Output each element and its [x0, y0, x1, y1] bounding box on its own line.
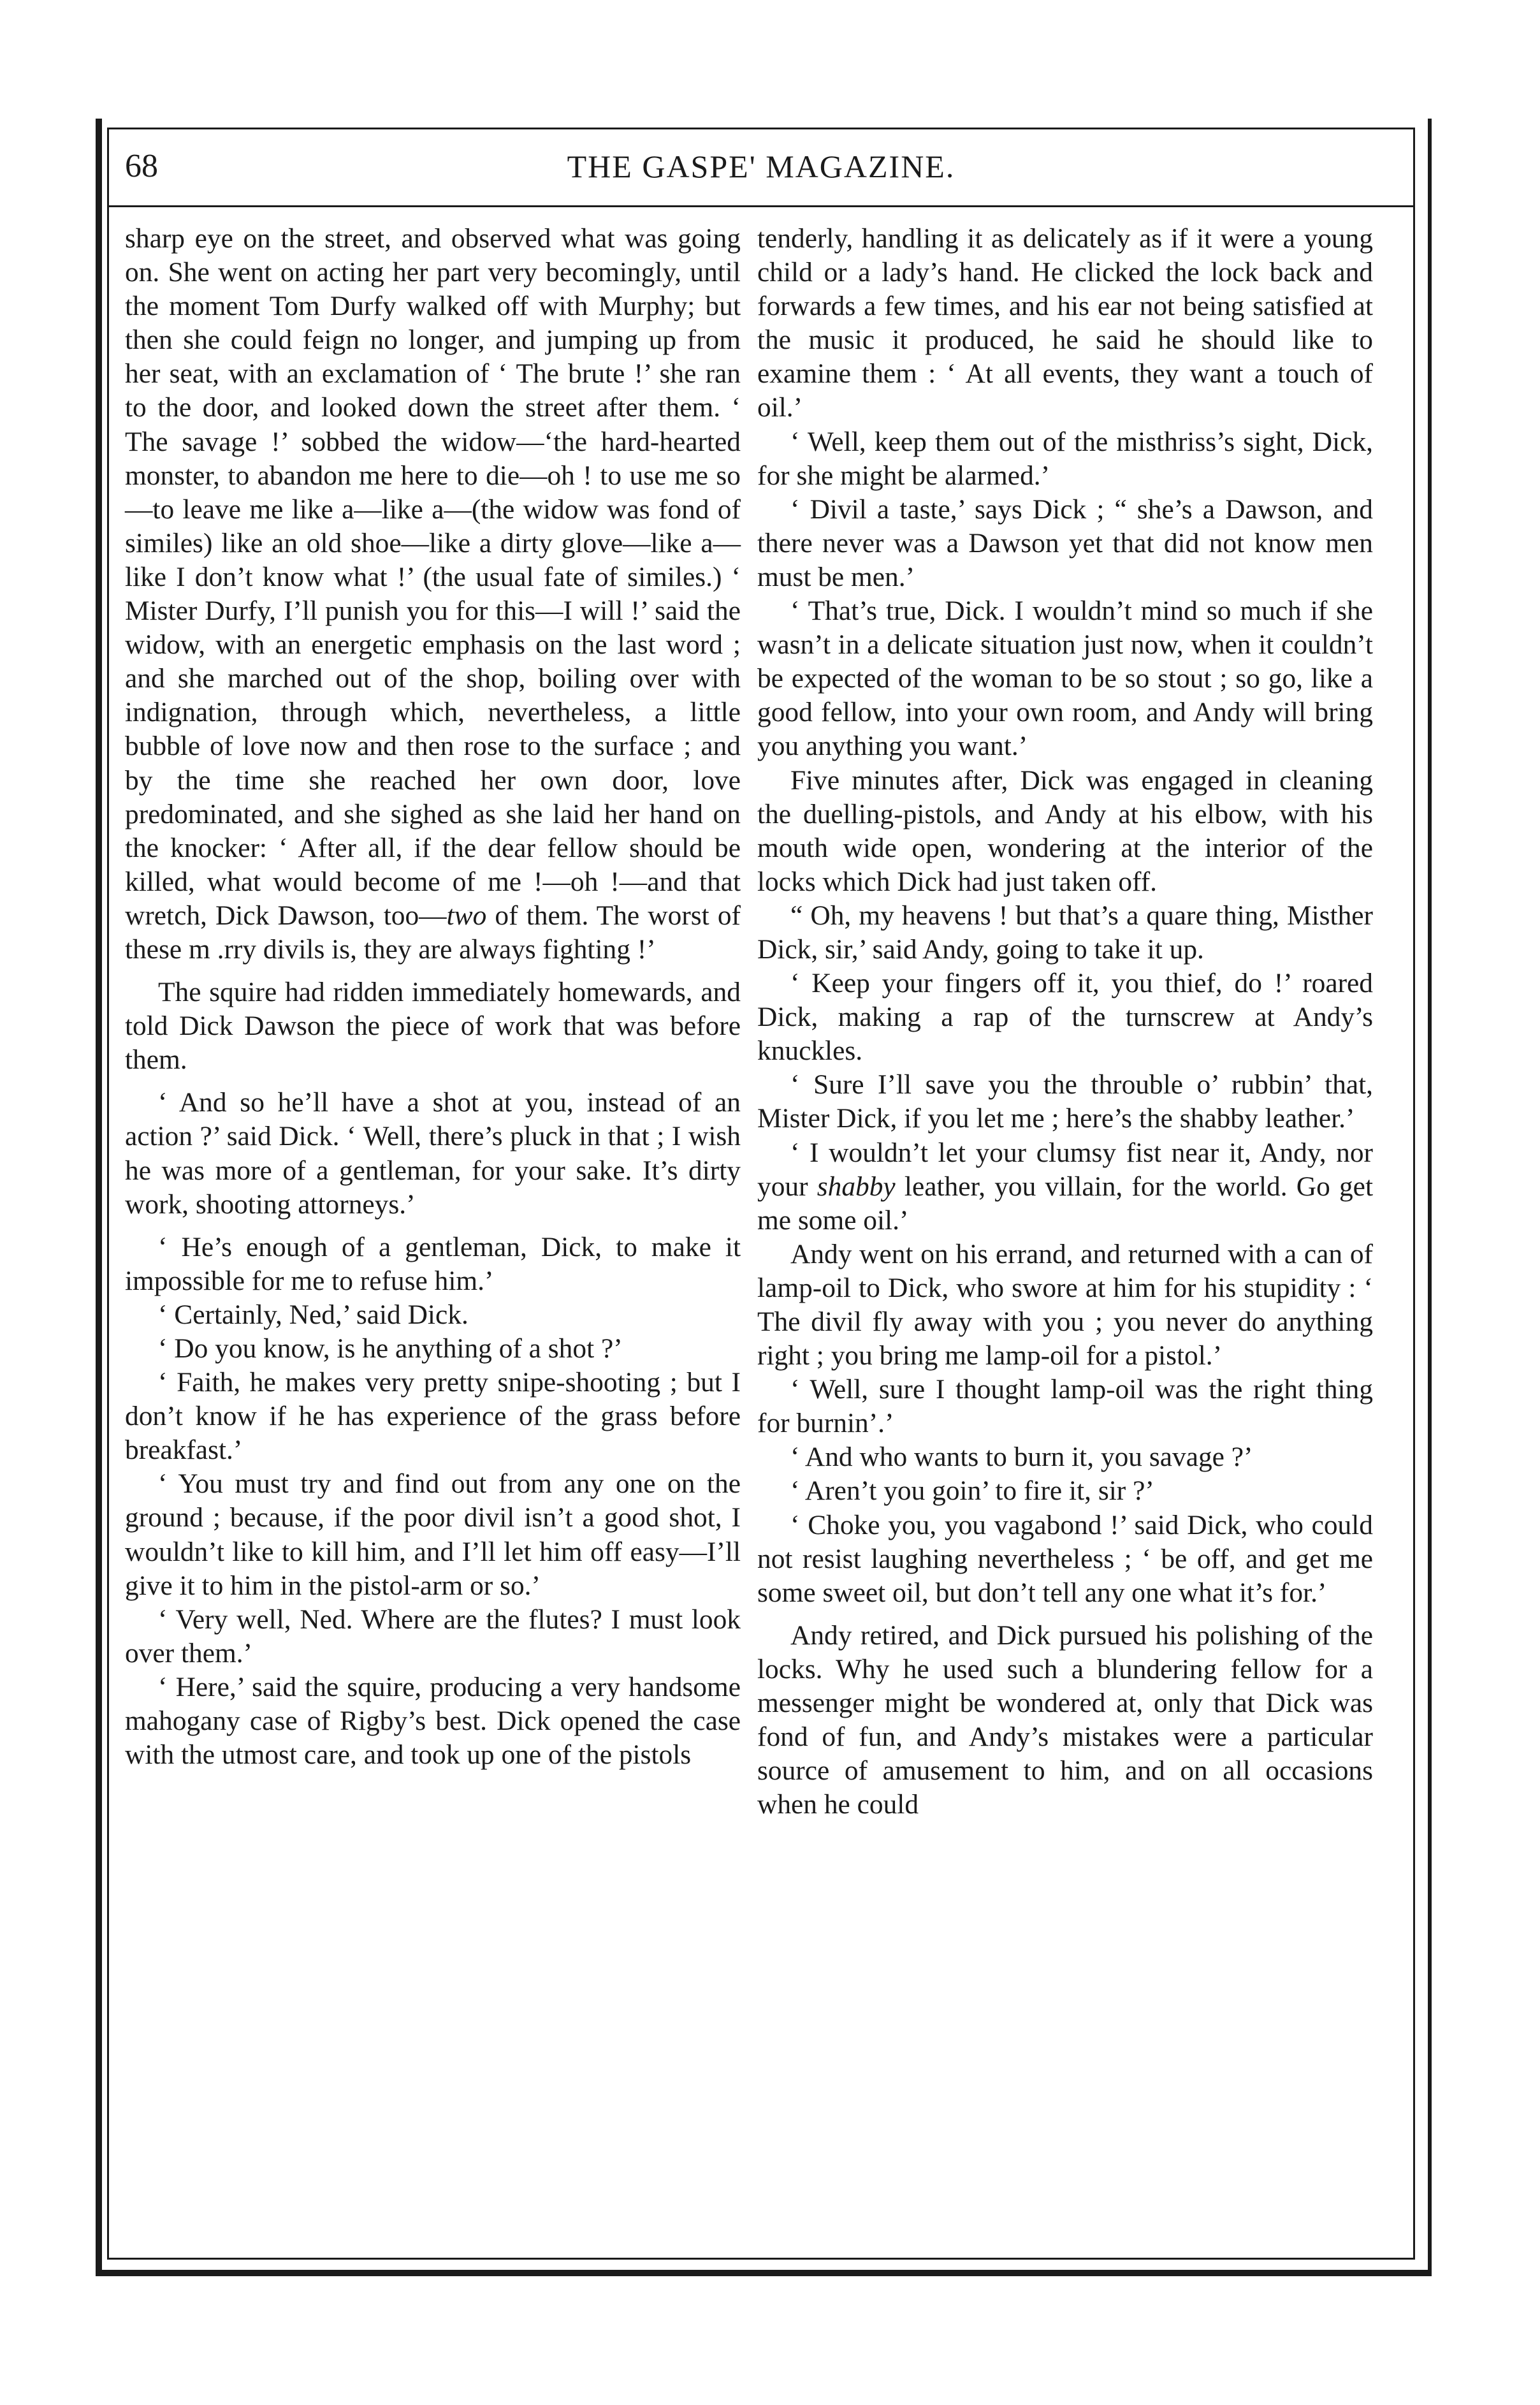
paragraph: ‘ Sure I’ll save you the throuble o’ rubbin’ that, Mister Dick, if you let me ; here’s the shabby leather.’ [757, 1069, 1373, 1134]
paragraph: Andy retired, and Dick pursued his polishing of the locks. Why he used such a blundering fellow for a messenger might be wondered at, only that Dick was fond of fun, and Andy’s mistakes were a particular source of amusement to him, and on all occasions when he could [757, 1619, 1373, 1820]
header-rule [107, 205, 1415, 207]
paragraph: Andy went on his errand, and returned with a can of lamp-oil to Dick, who swore at him for his stupidity : ‘ The divil fly away with you ; you never do anything right ; you bring me lamp-oil for a pistol.’ [757, 1238, 1373, 1371]
paragraph: sharp eye on the street, and observed what was going on. She went on acting her part very becomingly, until the moment Tom Durfy walked off with Murphy; but then she could feign no longer, and jumping up from her seat, with an exclamation of ‘ The brute !’ she ran to the door, and looked down the street after them. ‘ The savage !’ sobbed the widow—‘the hard-hearted monster, to abandon me here to die—oh ! to use me so—to leave me like a—like a—(the widow was fond of similes) like an old shoe—like a dirty glove—like a—like I don’t know what !’ (the usual fate of similes.) ‘ Mister Durfy, I’ll punish you for this—I will !’ said the widow, with an energetic emphasis on the last word ; and she marched out of the shop, boiling over with indignation, through which, nevertheless, a little bubble of love now and then rose to the surface ; and by the time she reached her own door, love predominated, and she sighed as she laid her hand on the knocker: ‘ After all, if the dear fellow should be killed, what would become of me !—oh !—and that wretch, Dick Dawson, too—two of them. The worst of these m .rry divils is, they are always fighting !’ [125, 223, 741, 965]
paragraph: The squire had ridden immediately homewards, and told Dick Dawson the piece of work that was before them. [125, 977, 741, 1076]
paragraph: Five minutes after, Dick was engaged in cleaning the duelling-pistols, and Andy at his elbow, with his mouth wide open, wondering at the interior of the locks which Dick had just taken off. [757, 764, 1373, 897]
paragraph: ‘ That’s true, Dick. I wouldn’t mind so much if she wasn’t in a delicate situation just now, when it couldn’t be expected of the woman to be so stout ; so go, like a good fellow, into your own room, and Andy will bring you anything you want.’ [757, 596, 1373, 762]
paragraph: ‘ Here,’ said the squire, producing a very handsome mahogany case of Rigby’s best. Dick opened the case with the utmost care, and took up one of the pistols [125, 1671, 741, 1771]
paragraph: ‘ And who wants to burn it, you savage ?’ [790, 1442, 1253, 1473]
left-column [125, 222, 741, 2237]
paragraph: ‘ Very well, Ned. Where are the flutes? I must look over them.’ [125, 1604, 741, 1669]
italic-word: two [446, 900, 487, 931]
paragraph: ‘ Certainly, Ned,’ said Dick. [158, 1299, 469, 1330]
page-number: 68 [125, 148, 158, 184]
paragraph: tenderly, handling it as delicately as if it were a young child or a lady’s hand. He clicked the lock back and forwards a few times, and his ear not being satisfied at the music it produced, he said he should like to examine them : ‘ At all events, they want a touch of oil.’ [757, 223, 1373, 423]
paragraph: ‘ Well, keep them out of the misthriss’s sight, Dick, for she might be alarmed.’ [757, 426, 1373, 491]
paragraph: ‘ Choke you, you vagabond !’ said Dick, who could not resist laughing nevertheless ; ‘ be off, and get me some sweet oil, but don’t tell any one what it’s for.’ [757, 1509, 1373, 1608]
paragraph: “ Oh, my heavens ! but that’s a quare thing, Misther Dick, sir,’ said Andy, going to take it up. [757, 900, 1373, 965]
paragraph: ‘ And so he’ll have a shot at you, instead of an action ?’ said Dick. ‘ Well, there’s pluck in that ; I wish he was more of a gentleman, for your sake. It’s dirty work, shooting attorneys.’ [125, 1087, 741, 1220]
paragraph: ‘ Divil a taste,’ says Dick ; “ she’s a Dawson, and there never was a Dawson yet that did not know men must be men.’ [757, 493, 1373, 592]
paragraph: ‘ Faith, he makes very pretty snipe-shooting ; but I don’t know if he has experience of the grass before breakfast.’ [125, 1367, 741, 1466]
paragraph: ‘ Do you know, is he anything of a shot ?’ [158, 1333, 623, 1364]
paragraph: ‘ You must try and find out from any one on the ground ; because, if the poor divil isn’t a good shot, I wouldn’t like to kill him, and I’ll let him off easy—I’ll give it to him in the pistol-arm or so.’ [125, 1468, 741, 1601]
right-column [757, 222, 1373, 2237]
running-title: THE GASPE' MAGAZINE. [567, 149, 955, 184]
paragraph: ‘ Well, sure I thought lamp-oil was the right thing for burnin’.’ [757, 1374, 1373, 1439]
paragraph: ‘ Keep your fingers off it, you thief, do !’ roared Dick, making a rap of the turnscrew at Andy’s knuckles. [757, 968, 1373, 1067]
italic-word: shabby [817, 1171, 896, 1202]
paragraph: ‘ He’s enough of a gentleman, Dick, to make it impossible for me to refuse him.’ [125, 1231, 741, 1296]
paragraph: ‘ Aren’t you goin’ to fire it, sir ?’ [790, 1475, 1154, 1507]
paragraph: ‘ I wouldn’t let your clumsy fist near it, Andy, nor your shabby leather, you villain, for the world. Go get me some oil.’ [757, 1137, 1373, 1236]
